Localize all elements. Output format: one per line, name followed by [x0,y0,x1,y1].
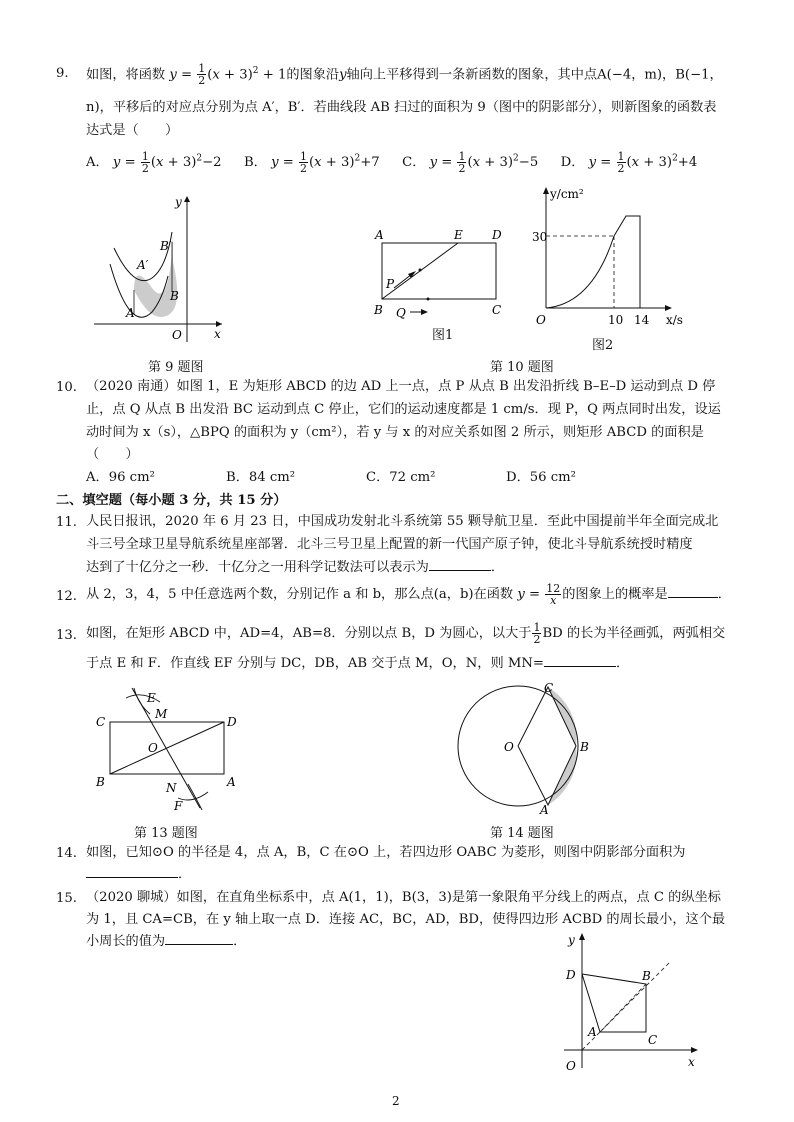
q10-tick-30: 30 [532,230,548,244]
q11-answer-blank [429,570,491,571]
svg-text:x: x [688,1055,695,1069]
q11-line2: 斗三号全球卫星导航系统星座部署．北斗三号卫星上配置的新一代国产原子钟，使北斗导航系统授时精度 [86,537,693,552]
svg-text:C: C [96,715,106,729]
svg-text:O: O [504,740,514,754]
q10-tick-14: 14 [634,313,650,327]
svg-text:A: A [540,803,549,817]
q9-options [86,150,697,174]
q10-fig2-plateau [614,216,640,308]
svg-text:M: M [155,707,168,721]
svg-text:B′: B′ [160,239,172,253]
q10-fig1-label: 图1 [432,328,454,343]
q10-origin: O [536,313,546,327]
q9-line2: n)，平移后的对应点分别为点 A′，B′．若曲线段 AB 扫过的面积为 9（图中的阴影部分），则新图象的函数表 [86,100,717,115]
svg-text:x: x [214,327,221,341]
svg-text:A: A [227,775,236,789]
svg-text:B: B [642,969,651,983]
q9-line3: 达式是（ ） [86,123,179,138]
q14-number: 14. [56,846,77,861]
q9-option-c: C． y = $\frac{1}{2}$ $(x + 3)^2-5$ [402,150,539,176]
q14-line1: 如图，已知⊙O 的半径是 4，点 A，B，C 在⊙O 上，若四边形 OABC 为菱形，则图中阴影部分面积为 [86,845,686,860]
q15-number: 15. [56,891,77,906]
q9-option-b: B． y = $\frac{1}{2}$ $(x + 3)^2+7$ [243,150,380,176]
svg-text:A: A [375,228,384,242]
q10-caption: 第 10 题图 [490,360,554,375]
q12-number: 12. [56,589,77,604]
q15-figure [560,928,704,1076]
svg-text:A: A [126,306,135,320]
q10-xlabel: x/s [666,313,683,327]
q11-line3: 达到了十亿分之一秒．十亿分之一用科学记数法可以表示为 ． [86,560,505,575]
svg-text:E: E [454,228,463,242]
svg-text:A: A [588,1025,597,1039]
q14-rhombus [518,687,576,805]
q12-answer-blank [668,597,718,598]
q15-line3: 小周长的值为 ． [86,934,247,949]
svg-text:F: F [174,799,183,813]
svg-text:y: y [568,933,575,947]
svg-text:B: B [580,740,589,754]
q10-ylabel: y/cm² [550,187,584,201]
q9-number: 9. [56,66,69,81]
q13-number: 13. [56,628,77,643]
q13-caption: 第 13 题图 [134,826,198,841]
q12-line: 从 2，3，4，5 中任意选两个数，分别记作 a 和 b，那么点(a，b)在函数 y = $\frac{12}{x}$ 的图象上的概率是 ． [86,582,731,607]
q10-rectangle [382,243,496,299]
q15-line1: （2020 聊城）如图，在直角坐标系中，点 A(1，1)，B(3，3)是第一象限角平分线上的两点，点 C 的纵坐标 [86,890,721,905]
svg-text:O: O [148,741,158,755]
q13-figure [88,680,248,822]
q10-fig2-curve [546,236,614,308]
q10-line3: 动时间为 x（s），△BPQ 的面积为 y（cm²），若 y 与 x 的对应关系如图 2 所示，则矩形 ABCD 的面积是 [86,425,704,440]
q10-fig2-label: 图2 [592,338,614,353]
svg-text:O: O [172,328,182,342]
q15-line2: 为 1，且 CA=CB，在 y 轴上取一点 D．连接 AC，BC，AD，BD，使得四边形 ACBD 的周长最小，这个最 [86,912,726,927]
q10-option-d: D．56 cm² [506,470,576,485]
q11-line1: 人民日报讯，2020 年 6 月 23 日，中国成功发射北斗系统第 55 颗导航卫星．至此中国提前半年全面完成北 [86,514,719,529]
svg-text:N: N [166,781,177,795]
svg-text:D: D [492,228,502,242]
svg-text:A′: A′ [137,258,149,272]
q10-option-c: C．72 cm² [366,470,436,485]
q10-number: 10. [56,380,77,395]
svg-text:C: C [648,1033,658,1047]
svg-text:E: E [147,691,156,705]
q10-line2: 止，点 Q 从点 B 出发沿 BC 运动到点 C 停止，它们的运动速度都是 1 cm/s．现 P，Q 两点同时出发，设运 [86,402,721,417]
q9-caption: 第 9 题图 [148,360,204,375]
q14-caption: 第 14 题图 [490,826,554,841]
section-title: 二、填空题（每小题 3 分，共 15 分） [56,493,287,508]
q10-tick-10: 10 [608,313,624,327]
q14-answer-blank [86,877,178,878]
q9-option-a: A． y = $\frac{1}{2}$ $(x + 3)^2-2$ [86,150,222,176]
q13-answer-blank [544,666,616,667]
q9-figure [90,192,230,352]
q10-line4: （ ） [86,447,139,462]
q10-figure2 [532,182,692,332]
q11-number: 11. [56,515,77,530]
svg-text:B: B [374,303,383,317]
svg-text:P: P [386,277,395,291]
svg-text:B: B [170,289,179,303]
svg-text:y: y [175,195,182,209]
svg-text:Q: Q [396,306,406,320]
q9-line1: 如图，将函数 y = $\frac{1}{2}$ $(x + 3)^2 + 1$的图象沿y轴向上平移得到一条新函数的图象，其中点A(−4，m)，B(−1， [86,62,723,88]
q13-diagonal-bd [110,722,224,774]
svg-text:O: O [566,1059,576,1073]
q13-line2: 于点 E 和 F．作直线 EF 分别与 DC，DB，AB 交于点 M，O，N，则 MN= ． [86,656,630,671]
q10-line1: （2020 南通）如图 1，E 为矩形 ABCD 的边 AD 上一点，点 P 从点 B 出发沿折线 B–E–D 运动到点 D 停 [86,379,716,394]
q15-answer-blank [165,944,233,945]
q14-line2: ． [86,866,191,884]
q10-option-a: A．96 cm² [86,470,155,485]
svg-text:B: B [96,775,105,789]
svg-text:C: C [544,681,554,695]
page-number: 2 [392,1094,400,1108]
q10-figure1 [372,224,512,328]
q14-figure [454,678,600,824]
q9-option-d: D． y = $\frac{1}{2}$ $(x + 3)^2+4$ [560,150,698,176]
svg-text:C: C [492,303,502,317]
svg-text:D: D [227,715,237,729]
q15-quadrilateral [582,974,646,1032]
q13-line1: 如图，在矩形 ABCD 中，AD=4，AB=8．分别以点 B，D 为圆心，以大于 $\frac{1}{2}$ BD 的长为半径画弧，两弧相交 [86,621,726,646]
q10-option-b: B．84 cm² [226,470,296,485]
svg-text:D: D [566,968,576,982]
